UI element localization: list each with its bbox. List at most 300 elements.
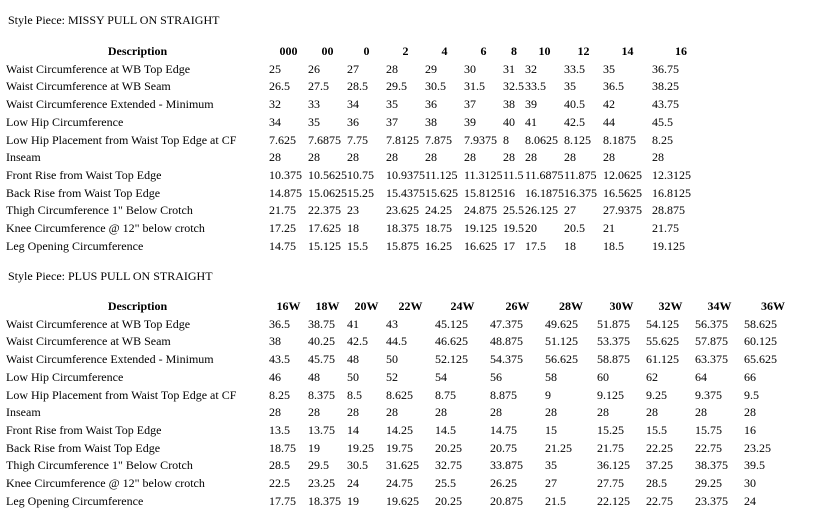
measurement-value: 28 (425, 150, 437, 165)
measurement-value: 44 (603, 114, 615, 129)
measurement-value: 16.625 (464, 238, 497, 253)
measurement-row (6, 475, 802, 493)
measurement-value: 11.5 (503, 167, 524, 182)
measurement-value: 10.5625 (308, 167, 347, 182)
size-header: 2 (402, 44, 409, 58)
measurement-value: 15 (545, 422, 557, 437)
measurement-value: 19.5 (503, 221, 524, 236)
measurement-value: 17.75 (269, 493, 296, 508)
measurement-value: 36.75 (652, 61, 679, 76)
measurement-row (6, 369, 802, 387)
measurement-value: 16.5625 (603, 185, 642, 200)
measurement-value: 34 (347, 97, 359, 112)
measurement-row (6, 220, 710, 238)
measurement-value: 23.25 (744, 440, 771, 455)
size-header: 0 (363, 44, 370, 58)
measurement-value: 25.5 (435, 476, 456, 491)
measurement-label: Waist Circumference at WB Seam (6, 79, 171, 94)
measurement-value: 25 (269, 61, 281, 76)
measurement-row (6, 96, 710, 114)
measurement-value: 62 (646, 369, 658, 384)
measurement-value: 17.5 (525, 238, 546, 253)
measurement-value: 33.5 (525, 79, 546, 94)
size-header: 00 (321, 44, 334, 58)
measurement-label: Thigh Circumference 1" Below Crotch (6, 458, 193, 473)
measurement-value: 19.125 (464, 221, 497, 236)
measurement-value: 32.75 (435, 458, 462, 473)
size-header: 16W (276, 299, 301, 313)
measurement-value: 8 (503, 132, 509, 147)
measurement-value: 27.75 (597, 476, 624, 491)
size-header: 22W (398, 299, 423, 313)
measurement-value: 35 (603, 61, 615, 76)
measurement-value: 65.625 (744, 352, 777, 367)
measurement-value: 50 (347, 369, 359, 384)
measurement-value: 38.25 (652, 79, 679, 94)
measurement-value: 16 (503, 185, 515, 200)
measurement-value: 8.875 (490, 387, 517, 402)
measurement-value: 31 (503, 61, 515, 76)
measurement-value: 17 (503, 238, 515, 253)
measurement-value: 28 (652, 150, 664, 165)
measurement-value: 61.125 (646, 352, 679, 367)
measurement-value: 9.375 (695, 387, 722, 402)
size-header: 14 (621, 44, 634, 58)
measurement-value: 16.375 (564, 185, 597, 200)
measurement-value: 7.6875 (308, 132, 341, 147)
measurement-value: 48 (347, 352, 359, 367)
measurement-value: 9.5 (744, 387, 759, 402)
measurement-value: 28 (269, 405, 281, 420)
measurement-value: 15.4375 (386, 185, 425, 200)
measurement-label: Low Hip Circumference (6, 114, 124, 129)
measurement-value: 38 (425, 114, 437, 129)
size-header: 16 (675, 44, 687, 58)
measurement-value: 48 (308, 369, 320, 384)
measurement-value: 11.125 (425, 167, 458, 182)
measurement-value: 14.75 (269, 238, 296, 253)
measurement-value: 8.625 (386, 387, 413, 402)
measurement-value: 42 (603, 97, 615, 112)
measurement-value: 18 (347, 221, 359, 236)
measurement-value: 20.25 (435, 440, 462, 455)
measurement-value: 34 (269, 114, 281, 129)
measurement-value: 36.5 (269, 316, 290, 331)
measurement-value: 28 (269, 150, 281, 165)
measurement-value: 37 (464, 97, 476, 112)
description-header: Description (107, 299, 168, 313)
measurement-value: 26 (308, 61, 320, 76)
measurement-value: 15.25 (597, 422, 624, 437)
measurement-value: 8.25 (269, 387, 290, 402)
measurement-value: 18.375 (386, 221, 419, 236)
measurement-label: Waist Circumference at WB Top Edge (6, 61, 191, 76)
measurement-label: Knee Circumference @ 12" below crotch (6, 221, 205, 236)
measurement-value: 30.5 (347, 458, 368, 473)
measurement-value: 41 (525, 114, 537, 129)
measurement-value: 43 (386, 316, 398, 331)
measurement-value: 7.625 (269, 132, 296, 147)
measurement-label: Inseam (6, 405, 41, 420)
measurement-value: 21.75 (652, 221, 679, 236)
measurement-value: 20.25 (435, 493, 462, 508)
measurement-value: 13.5 (269, 422, 290, 437)
measurement-value: 58.625 (744, 316, 777, 331)
measurement-value: 24 (744, 493, 756, 508)
measurement-value: 14.75 (490, 422, 517, 437)
measurement-value: 27.5 (308, 79, 329, 94)
measurement-value: 37.25 (646, 458, 673, 473)
measurement-value: 21.25 (545, 440, 572, 455)
measurement-value: 10.75 (347, 167, 374, 182)
measurement-label: Inseam (6, 150, 41, 165)
measurement-value: 7.75 (347, 132, 368, 147)
measurement-value: 26.125 (525, 203, 558, 218)
measurement-value: 20.75 (490, 440, 517, 455)
measurement-value: 14.25 (386, 422, 413, 437)
measurement-value: 36.125 (597, 458, 630, 473)
size-header: 34W (707, 299, 732, 313)
measurement-value: 54.125 (646, 316, 679, 331)
size-header: 26W (505, 299, 530, 313)
measurement-value: 33.5 (564, 61, 585, 76)
measurement-value: 28 (386, 405, 398, 420)
measurement-value: 22.25 (646, 440, 673, 455)
measurement-value: 8.375 (308, 387, 335, 402)
measurement-value: 10.375 (269, 167, 302, 182)
measurement-value: 24.25 (425, 203, 452, 218)
measurement-value: 22.5 (269, 476, 290, 491)
plus-header-row (6, 298, 802, 316)
measurement-value: 38 (269, 334, 281, 349)
description-header: Description (107, 44, 168, 58)
measurement-value: 57.875 (695, 334, 728, 349)
measurement-value: 19 (308, 440, 320, 455)
measurement-row (6, 132, 710, 150)
measurement-row (6, 114, 710, 132)
measurement-value: 9 (545, 387, 551, 402)
measurement-row (6, 387, 802, 405)
measurement-value: 56 (490, 369, 502, 384)
measurement-value: 7.9375 (464, 132, 497, 147)
measurement-value: 8.0625 (525, 132, 558, 147)
missy-style-title: Style Piece: MISSY PULL ON STRAIGHT (8, 13, 220, 27)
measurement-value: 14 (347, 422, 359, 437)
measurement-value: 28.5 (646, 476, 667, 491)
size-header: 4 (441, 44, 448, 58)
measurement-value: 18.375 (308, 493, 341, 508)
measurement-value: 8.5 (347, 387, 362, 402)
measurement-label: Leg Opening Circumference (6, 493, 144, 508)
measurement-value: 20.875 (490, 493, 523, 508)
measurement-row (6, 238, 710, 256)
measurement-row (6, 404, 802, 422)
measurement-row (6, 457, 802, 475)
size-header: 36W (761, 299, 785, 313)
measurement-value: 28.5 (269, 458, 290, 473)
measurement-value: 20.5 (564, 221, 585, 236)
measurement-value: 10.9375 (386, 167, 425, 182)
measurement-value: 33 (308, 97, 320, 112)
measurement-value: 28 (646, 405, 658, 420)
size-header: 24W (450, 299, 475, 313)
measurement-value: 45.75 (308, 352, 335, 367)
measurement-row (6, 333, 802, 351)
measurement-value: 28 (744, 405, 756, 420)
measurement-value: 24.75 (386, 476, 413, 491)
measurement-value: 66 (744, 369, 756, 384)
measurement-label: Low Hip Placement from Waist Top Edge at CF (6, 387, 237, 402)
measurement-row (6, 61, 710, 79)
measurement-value: 51.875 (597, 316, 630, 331)
measurement-value: 38.75 (308, 316, 335, 331)
measurement-value: 15.625 (425, 185, 458, 200)
measurement-value: 28 (386, 61, 398, 76)
measurement-value: 27 (545, 476, 557, 491)
measurement-value: 23.625 (386, 203, 419, 218)
measurement-value: 24 (347, 476, 359, 491)
missy-table-body (6, 61, 710, 256)
measurement-value: 54.375 (490, 352, 523, 367)
measurement-value: 27 (564, 203, 576, 218)
measurement-value: 36 (425, 97, 437, 112)
measurement-value: 30.5 (425, 79, 446, 94)
measurement-value: 37 (386, 114, 398, 129)
measurement-value: 27 (347, 61, 359, 76)
measurement-value: 28 (545, 405, 557, 420)
measurement-value: 63.375 (695, 352, 728, 367)
measurement-value: 11.875 (564, 167, 597, 182)
measurement-value: 17.625 (308, 221, 341, 236)
measurement-value: 31.5 (464, 79, 485, 94)
measurement-value: 9.125 (597, 387, 624, 402)
measurement-value: 38 (503, 97, 515, 112)
measurement-value: 56.625 (545, 352, 578, 367)
measurement-label: Waist Circumference Extended - Minimum (6, 352, 214, 367)
measurement-value: 8.1875 (603, 132, 636, 147)
measurement-value: 30 (744, 476, 756, 491)
measurement-value: 28 (308, 150, 320, 165)
measurement-value: 16.8125 (652, 185, 691, 200)
measurement-value: 22.75 (646, 493, 673, 508)
measurement-value: 29.5 (386, 79, 407, 94)
measurement-value: 12.0625 (603, 167, 642, 182)
size-header: 20W (354, 299, 379, 313)
measurement-label: Front Rise from Waist Top Edge (6, 167, 162, 182)
measurement-value: 18.5 (603, 238, 624, 253)
measurement-value: 23.25 (308, 476, 335, 491)
measurement-value: 19.25 (347, 440, 374, 455)
measurement-label: Waist Circumference at WB Seam (6, 334, 171, 349)
measurement-label: Thigh Circumference 1" Below Crotch (6, 203, 193, 218)
measurement-row (6, 493, 802, 510)
measurement-value: 13.75 (308, 422, 335, 437)
measurement-value: 19.125 (652, 238, 685, 253)
measurement-value: 15.75 (695, 422, 722, 437)
measurement-value: 60.125 (744, 334, 777, 349)
measurement-value: 14.875 (269, 185, 302, 200)
measurement-label: Back Rise from Waist Top Edge (6, 440, 161, 455)
measurement-value: 18 (564, 238, 576, 253)
measurement-label: Back Rise from Waist Top Edge (6, 185, 161, 200)
measurement-value: 28.875 (652, 203, 685, 218)
measurement-value: 58.875 (597, 352, 630, 367)
measurement-label: Knee Circumference @ 12" below crotch (6, 476, 205, 491)
measurement-value: 43.75 (652, 97, 679, 112)
measurement-value: 26.25 (490, 476, 517, 491)
measurement-value: 45.5 (652, 114, 673, 129)
measurement-row (6, 149, 710, 167)
measurement-value: 8.25 (652, 132, 673, 147)
missy-header-row (6, 43, 710, 61)
measurement-value: 56.375 (695, 316, 728, 331)
measurement-value: 64 (695, 369, 707, 384)
measurement-value: 21.75 (269, 203, 296, 218)
measurement-value: 8.75 (435, 387, 456, 402)
measurement-value: 18.75 (425, 221, 452, 236)
measurement-value: 35 (386, 97, 398, 112)
size-header: 8 (511, 44, 517, 58)
measurement-value: 28 (695, 405, 707, 420)
measurement-value: 28 (435, 405, 447, 420)
measurement-value: 24.875 (464, 203, 497, 218)
measurement-label: Low Hip Placement from Waist Top Edge at CF (6, 132, 237, 147)
measurement-value: 49.625 (545, 316, 578, 331)
measurement-value: 22.75 (695, 440, 722, 455)
measurement-value: 28 (464, 150, 476, 165)
measurement-value: 58 (545, 369, 557, 384)
measurement-value: 47.375 (490, 316, 523, 331)
measurement-value: 19.75 (386, 440, 413, 455)
measurement-value: 28 (347, 150, 359, 165)
measurement-value: 55.625 (646, 334, 679, 349)
measurement-value: 28 (525, 150, 537, 165)
measurement-row (6, 78, 710, 96)
measurement-value: 15.125 (308, 238, 341, 253)
measurement-value: 8.125 (564, 132, 591, 147)
measurement-row (6, 185, 710, 203)
measurement-value: 50 (386, 352, 398, 367)
size-header: 30W (609, 299, 634, 313)
measurement-value: 28 (503, 150, 515, 165)
measurement-value: 23.375 (695, 493, 728, 508)
plus-spec-table (6, 298, 802, 510)
measurement-value: 28 (603, 150, 615, 165)
measurement-value: 46.625 (435, 334, 468, 349)
measurement-value: 38.375 (695, 458, 728, 473)
measurement-value: 15.0625 (308, 185, 347, 200)
measurement-value: 21 (603, 221, 615, 236)
measurement-value: 60 (597, 369, 609, 384)
measurement-row (6, 440, 802, 458)
measurement-row (6, 167, 710, 185)
measurement-value: 36.5 (603, 79, 624, 94)
measurement-value: 28.5 (347, 79, 368, 94)
measurement-value: 42.5 (347, 334, 368, 349)
measurement-value: 12.3125 (652, 167, 691, 182)
measurement-value: 26.5 (269, 79, 290, 94)
measurement-value: 27.9375 (603, 203, 642, 218)
measurement-value: 29.25 (695, 476, 722, 491)
measurement-value: 45.125 (435, 316, 468, 331)
measurement-value: 39.5 (744, 458, 765, 473)
measurement-value: 32 (269, 97, 281, 112)
measurement-value: 29 (425, 61, 437, 76)
size-header: 000 (279, 44, 298, 58)
measurement-value: 46 (269, 369, 281, 384)
measurement-value: 11.6875 (525, 167, 564, 182)
measurement-value: 16.1875 (525, 185, 564, 200)
measurement-value: 40.5 (564, 97, 585, 112)
size-header: 12 (577, 44, 590, 58)
measurement-value: 29.5 (308, 458, 329, 473)
measurement-label: Waist Circumference at WB Top Edge (6, 316, 191, 331)
measurement-value: 18.75 (269, 440, 296, 455)
measurement-value: 22.125 (597, 493, 630, 508)
measurement-value: 54 (435, 369, 447, 384)
measurement-value: 16.25 (425, 238, 452, 253)
measurement-value: 28 (490, 405, 502, 420)
measurement-value: 52 (386, 369, 398, 384)
measurement-value: 36 (347, 114, 359, 129)
measurement-row (6, 202, 710, 220)
measurement-value: 53.375 (597, 334, 630, 349)
measurement-row (6, 316, 802, 334)
measurement-value: 7.875 (425, 132, 452, 147)
measurement-value: 32 (525, 61, 537, 76)
measurement-value: 19.625 (386, 493, 419, 508)
measurement-value: 52.125 (435, 352, 468, 367)
measurement-value: 28 (386, 150, 398, 165)
measurement-value: 30 (464, 61, 476, 76)
measurement-value: 32.5 (503, 79, 524, 94)
size-header: 10 (538, 44, 551, 58)
measurement-value: 51.125 (545, 334, 578, 349)
measurement-value: 35 (308, 114, 320, 129)
measurement-value: 44.5 (386, 334, 407, 349)
size-header: 28W (559, 299, 583, 313)
measurement-row (6, 351, 802, 369)
measurement-value: 28 (597, 405, 609, 420)
measurement-label: Leg Opening Circumference (6, 238, 144, 253)
size-header: 6 (480, 44, 487, 58)
measurement-value: 39 (525, 97, 537, 112)
measurement-label: Front Rise from Waist Top Edge (6, 422, 162, 437)
measurement-value: 15.25 (347, 185, 374, 200)
measurement-value: 28 (308, 405, 320, 420)
size-header: 32W (658, 299, 683, 313)
measurement-value: 28 (347, 405, 359, 420)
measurement-value: 35 (545, 458, 557, 473)
measurement-value: 17.25 (269, 221, 296, 236)
measurement-value: 35 (564, 79, 576, 94)
measurement-value: 7.8125 (386, 132, 419, 147)
measurement-row (6, 422, 802, 440)
measurement-value: 14.5 (435, 422, 456, 437)
measurement-label: Low Hip Circumference (6, 369, 124, 384)
measurement-value: 41 (347, 316, 359, 331)
measurement-value: 40.25 (308, 334, 335, 349)
measurement-value: 31.625 (386, 458, 419, 473)
measurement-value: 40 (503, 114, 515, 129)
measurement-value: 22.375 (308, 203, 341, 218)
measurement-value: 15.875 (386, 238, 419, 253)
measurement-value: 20 (525, 221, 537, 236)
measurement-value: 15.5 (646, 422, 667, 437)
plus-table-body (6, 316, 802, 510)
measurement-value: 33.875 (490, 458, 523, 473)
size-header: 18W (315, 299, 340, 313)
